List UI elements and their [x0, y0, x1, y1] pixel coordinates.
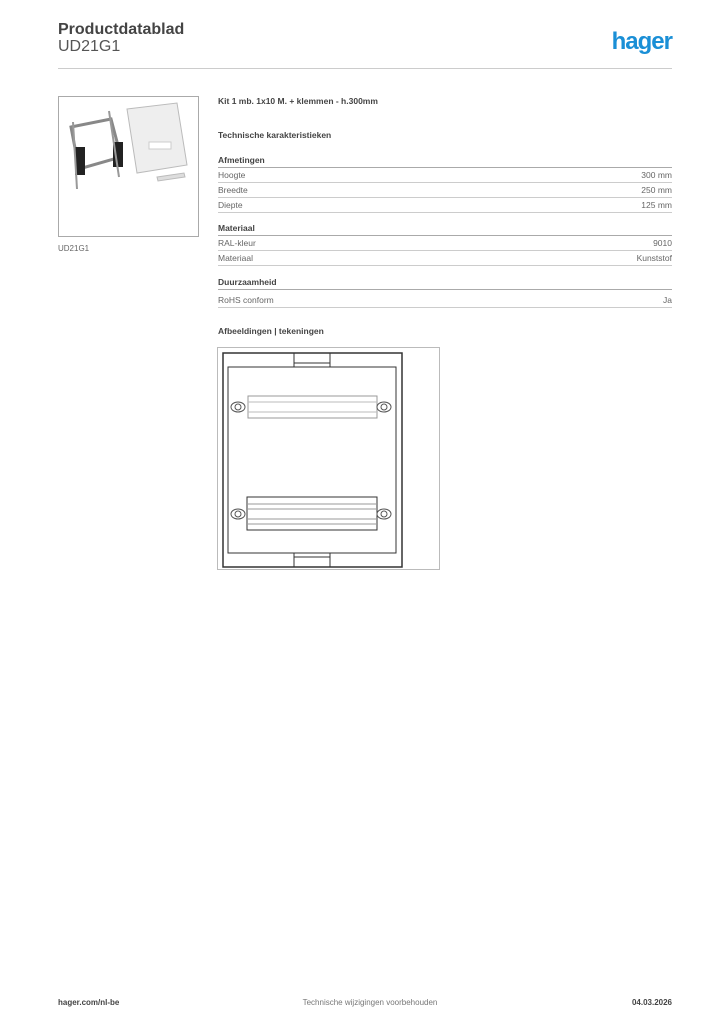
row-value: 125 mm: [641, 200, 672, 210]
group-title: Duurzaamheid: [218, 277, 672, 290]
group-dimensions: [218, 155, 672, 213]
group-title: Afmetingen: [218, 155, 672, 168]
image-caption: UD21G1: [58, 244, 90, 253]
table-row: [218, 198, 672, 213]
row-label: Breedte: [218, 185, 248, 195]
row-label: Diepte: [218, 200, 243, 210]
product-code: UD21G1: [58, 38, 121, 55]
group-material: [218, 223, 672, 266]
drawings-title: Afbeeldingen | tekeningen: [218, 326, 324, 336]
table-row: [218, 168, 672, 183]
header-divider: [58, 68, 672, 69]
section-title: Technische karakteristieken: [218, 130, 332, 140]
row-value: Kunststof: [636, 253, 672, 263]
table-row: [218, 236, 672, 251]
row-value: 9010: [653, 238, 672, 248]
product-image: [58, 96, 199, 237]
product-name: Kit 1 mb. 1x10 M. + klemmen - h.300mm: [218, 96, 378, 106]
table-row: [218, 293, 672, 308]
row-label: Materiaal: [218, 253, 253, 263]
hager-logo: hager: [611, 28, 672, 55]
group-sustainability: [218, 277, 672, 308]
footer-website: hager.com/nl-be: [58, 998, 120, 1007]
group-title: Materiaal: [218, 223, 672, 236]
table-row: [218, 251, 672, 266]
row-label: Hoogte: [218, 170, 246, 180]
row-value: 300 mm: [641, 170, 672, 180]
technical-drawing: [217, 347, 440, 570]
footer-disclaimer: Technische wijzigingen voorbehouden: [302, 998, 438, 1007]
table-row: [218, 183, 672, 198]
row-label: RAL-kleur: [218, 238, 256, 248]
row-value: Ja: [663, 295, 672, 305]
row-value: 250 mm: [641, 185, 672, 195]
page-title: Productdatablad: [58, 21, 185, 38]
footer-date: 04.03.2026: [631, 998, 672, 1007]
row-label: RoHS conform: [218, 295, 274, 305]
